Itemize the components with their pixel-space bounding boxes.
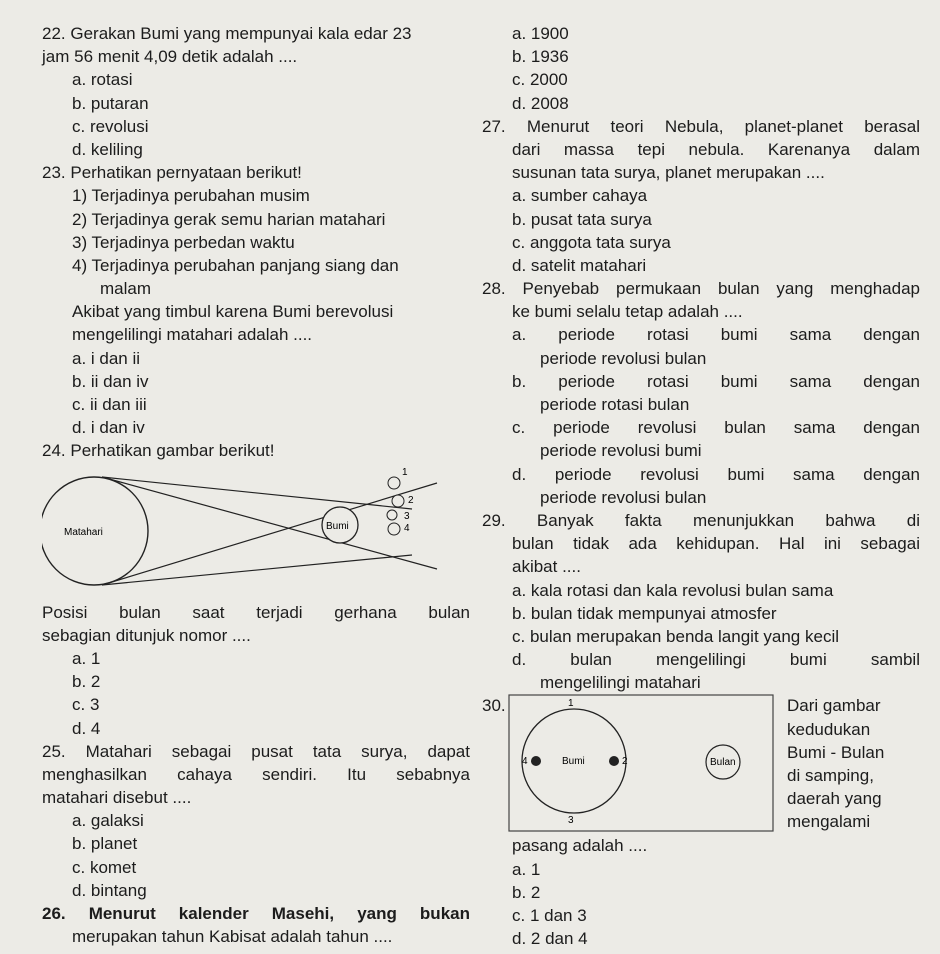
q27-stem-line2: dari massa tepi nebula. Karenanya dalam <box>512 139 920 159</box>
point-3-label: 3 <box>568 815 574 827</box>
q29-stem-line2: bulan tidak ada kehidupan. Hal ini sebagai <box>512 534 920 554</box>
q25-option-c[interactable]: c. komet <box>72 857 137 877</box>
q22-option-d[interactable]: d. keliling <box>72 139 143 159</box>
q23-statement-3: 3) Terjadinya perbedan waktu <box>72 232 295 252</box>
q30-option-b[interactable]: b. 2 <box>512 882 541 902</box>
ray-line <box>102 477 437 569</box>
point-4-dot <box>531 756 541 766</box>
q26-stem-line2: merupakan tahun Kabisat adalah tahun .... <box>72 927 393 947</box>
q23-statement-1: 1) Terjadinya perubahan musim <box>72 186 310 206</box>
q28-option-a-cont: periode revolusi bulan <box>540 348 707 368</box>
q25-option-b[interactable]: b. planet <box>72 834 138 854</box>
q27-stem-line3: susunan tata surya, planet merupakan .... <box>512 163 825 183</box>
earth-label: Bumi <box>562 756 585 768</box>
q30-block <box>482 694 920 834</box>
q30-text-line6: mengalami <box>787 812 871 832</box>
ray-line <box>102 555 412 585</box>
position-4-label: 4 <box>404 522 410 534</box>
q30-text-line5: daerah yang <box>787 789 882 809</box>
q30-text-line4: di samping, <box>787 766 874 785</box>
q24-prompt-line2: sebagian ditunjuk nomor .... <box>42 625 251 645</box>
q30-option-d[interactable]: d. 2 dan 4 <box>512 929 588 949</box>
point-2-label: 2 <box>622 756 628 768</box>
q29-option-d-cont: mengelilingi matahari <box>540 673 701 693</box>
point-1-label: 1 <box>568 698 574 710</box>
q22-option-c[interactable]: c. revolusi <box>72 116 149 136</box>
moon-position-4 <box>388 523 400 535</box>
q25-stem-line3: matahari disebut .... <box>42 788 192 808</box>
q22-option-b[interactable]: b. putaran <box>72 93 149 113</box>
position-3-label: 3 <box>404 510 410 522</box>
q29-stem-line3: akibat .... <box>512 557 581 577</box>
q25-option-a[interactable]: a. galaksi <box>72 811 144 831</box>
q26-option-d[interactable]: d. 2008 <box>512 93 569 113</box>
moon-label: Bulan <box>710 757 736 769</box>
q30-option-a[interactable]: a. 1 <box>512 859 541 879</box>
moon-position-3 <box>387 510 397 520</box>
ray-line <box>102 483 437 585</box>
q24-option-d[interactable]: d. 4 <box>72 718 101 738</box>
q28-option-d-cont: periode revolusi bulan <box>540 487 707 507</box>
q30-number: 30. <box>482 696 506 716</box>
q28-stem-line1: 28. Penyebab permukaan bulan yang menghadap <box>482 279 920 299</box>
q23-statement-4: 4) Terjadinya perubahan panjang siang dan <box>72 255 399 275</box>
q28-option-b-cont: periode rotasi bulan <box>540 395 690 414</box>
q23-statement-2: 2) Terjadinya gerak semu harian matahari <box>72 209 386 229</box>
q28-option-b[interactable]: b. periode rotasi bumi sama dengan <box>512 371 920 391</box>
q29-option-d[interactable]: d. bulan mengelilingi bumi sambil <box>512 650 920 670</box>
q29-option-c[interactable]: c. bulan merupakan benda langit yang kecil <box>512 626 839 646</box>
point-4-label: 4 <box>522 756 528 768</box>
tide-diagram <box>508 694 774 834</box>
q24-option-c[interactable]: c. 3 <box>72 695 100 715</box>
q30-option-c[interactable]: c. 1 dan 3 <box>512 906 587 925</box>
q27-stem-line1: 27. Menurut teori Nebula, planet-planet berasal <box>482 116 920 136</box>
moon-position-1 <box>388 477 400 489</box>
q23-option-d[interactable]: d. i dan iv <box>72 418 145 438</box>
q23-stem: 23. Perhatikan pernyataan berikut! <box>42 163 302 183</box>
right-column <box>482 22 920 950</box>
sun-label: Matahari <box>64 526 103 538</box>
q22-option-a[interactable]: a. rotasi <box>72 70 133 90</box>
q30-text-line3: Bumi - Bulan <box>787 742 885 762</box>
point-2-dot <box>609 756 619 766</box>
q27-option-a[interactable]: a. sumber cahaya <box>512 186 648 206</box>
q30-text-line2: kedudukan <box>787 719 871 739</box>
q25-stem-line1: 25. Matahari sebagai pusat tata surya, dapat <box>42 741 470 761</box>
q28-option-d[interactable]: d. periode revolusi bumi sama dengan <box>512 464 920 484</box>
q26-option-b[interactable]: b. 1936 <box>512 47 569 67</box>
q24-option-a[interactable]: a. 1 <box>72 648 101 668</box>
eclipse-figure <box>42 463 470 601</box>
q26-option-c[interactable]: c. 2000 <box>512 70 568 90</box>
q30-text <box>787 694 919 833</box>
q25-option-d[interactable]: d. bintang <box>72 880 147 900</box>
q27-option-d[interactable]: d. satelit matahari <box>512 255 647 275</box>
moon-position-2 <box>392 495 404 507</box>
eclipse-diagram <box>42 463 462 601</box>
q23-option-b[interactable]: b. ii dan iv <box>72 371 149 391</box>
q29-option-b[interactable]: b. bulan tidak mempunyai atmosfer <box>512 603 777 623</box>
q23-option-a[interactable]: a. i dan ii <box>72 348 141 368</box>
q27-option-b[interactable]: b. pusat tata surya <box>512 209 652 229</box>
q26-option-a[interactable]: a. 1900 <box>512 24 569 43</box>
q23-prompt-line2: mengelilingi matahari adalah .... <box>72 325 313 345</box>
q29-stem-line1: 29. Banyak fakta menunjukkan bahwa di <box>482 510 920 530</box>
q28-option-c[interactable]: c. periode revolusi bulan sama dengan <box>512 418 920 438</box>
earth-label: Bumi <box>326 520 349 532</box>
q22-stem-line1: 22. Gerakan Bumi yang mempunyai kala edar 23 <box>42 24 412 43</box>
q30-text-line1: Dari gambar <box>787 696 881 716</box>
q25-stem-line2: menghasilkan cahaya sendiri. Itu sebabnya <box>42 764 470 784</box>
q26-stem-line1: 26. Menurut kalender Masehi, yang bukan <box>42 904 470 923</box>
q30-stem-end: pasang adalah .... <box>512 836 648 856</box>
q23-prompt-line1: Akibat yang timbul karena Bumi berevolusi <box>72 302 394 322</box>
position-2-label: 2 <box>408 494 414 506</box>
q24-option-b[interactable]: b. 2 <box>72 672 101 692</box>
q28-option-a[interactable]: a. periode rotasi bumi sama dengan <box>512 325 920 345</box>
q24-prompt-line1: Posisi bulan saat terjadi gerhana bulan <box>42 602 470 622</box>
q23-option-c[interactable]: c. ii dan iii <box>72 395 147 414</box>
q29-option-a[interactable]: a. kala rotasi dan kala revolusi bulan sama <box>512 580 834 600</box>
left-column <box>42 22 470 948</box>
q28-option-c-cont: periode revolusi bumi <box>540 441 702 461</box>
q23-statement-4-cont: malam <box>100 279 152 299</box>
position-1-label: 1 <box>402 466 408 478</box>
q27-option-c[interactable]: c. anggota tata surya <box>512 232 671 252</box>
q22-stem-line2: jam 56 menit 4,09 detik adalah .... <box>42 47 298 67</box>
q24-stem: 24. Perhatikan gambar berikut! <box>42 441 275 461</box>
q28-stem-line2: ke bumi selalu tetap adalah .... <box>512 302 743 322</box>
